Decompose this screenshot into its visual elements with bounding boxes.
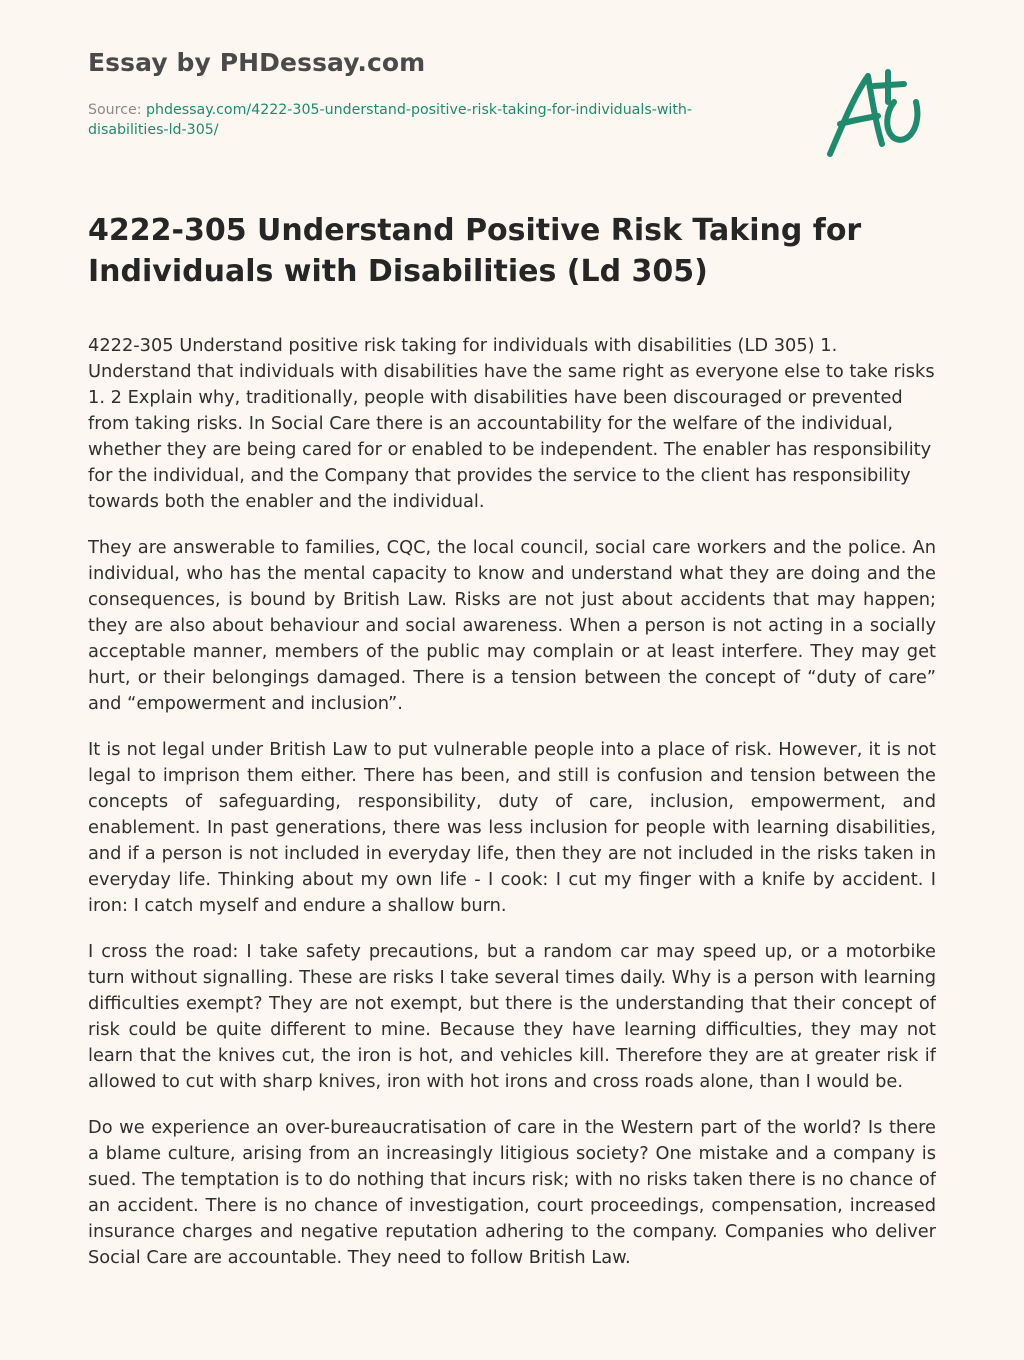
paragraph-5: Do we experience an over-bureaucratisation of care in the Western part of the world? Is there a blame culture, arising from an increasingly litigious society? One mistake and a company is sued. The temptation is to do nothing that incurs risk; with no risks taken there is no chance of an accident. There is no chance of investigation, court proceedings, compensation, increased insurance charges and negative reputation adhering to the company. Companies who deliver Social Care are accountable. They need to follow British Law. xyxy=(88,1117,936,1268)
source-line xyxy=(88,100,768,140)
a-plus-icon xyxy=(820,66,930,162)
essay-body xyxy=(88,333,936,1313)
paragraph-3: It is not legal under British Law to put vulnerable people into a place of risk. However, it is not legal to imprison them either. There has been, and still is confusion and tension between the concepts of safeguarding, responsibility, duty of care, inclusion, empowerment, and enablement. In past generations, there was less inclusion for people with learning disabilities, and if a person is not included in everyday life, then they are not included in the risks taken in everyday life. Thinking about my own life - I cook: I cut my finger with a knife by accident. I iron: I catch myself and endure a shallow burn. xyxy=(88,739,936,916)
site-brand: Essay by PHDessay.com xyxy=(88,48,426,77)
paragraph-4: I cross the road: I take safety precautions, but a random car may speed up, or a motorbike turn without signalling. These are risks I take several times daily. Why is a person with learning difficulties exempt? They are not exempt, but there is the understanding that their concept of risk could be quite different to mine. Because they have learning difficulties, they may not learn that the knives cut, the iron is hot, and vehicles kill. Therefore they are at greater risk if allowed to cut with sharp knives, iron with hot irons and cross roads alone, than I would be. xyxy=(88,941,936,1092)
essay-title: 4222-305 Understand Positive Risk Taking for Individuals with Disabilities (Ld 305) xyxy=(88,213,862,289)
source-link[interactable]: phdessay.com/4222-305-understand-positive-risk-taking-for-individuals-with-disabilities-ld-305/ xyxy=(88,102,693,138)
source-label: Source: xyxy=(88,102,142,118)
paragraph-1: 4222-305 Understand positive risk taking for individuals with disabilities (LD 305) 1. Understand that individuals with disabilities have the same right as everyone else to take risks 1. 2 Explain why, traditionally, people with disabilities have been discouraged or prevented from taking risks. In Social Care there is an accountability for the welfare of the individual, whether they are being cared for or enabled to be independent. The enabler has responsibility for the individual, and the Company that provides the service to the client has responsibility towards both the enabler and the individual. xyxy=(88,335,935,512)
paragraph-2: They are answerable to families, CQC, the local council, social care workers and the police. An individual, who has the mental capacity to know and understand what they are doing and the consequences, is bound by British Law. Risks are not just about accidents that may happen; they are also about behaviour and social awareness. When a person is not acting in a socially acceptable manner, members of the public may complain or at least interfere. They may get hurt, or their belongings damaged. There is a tension between the concept of “duty of care” and “empowerment and inclusion”. xyxy=(88,537,936,714)
